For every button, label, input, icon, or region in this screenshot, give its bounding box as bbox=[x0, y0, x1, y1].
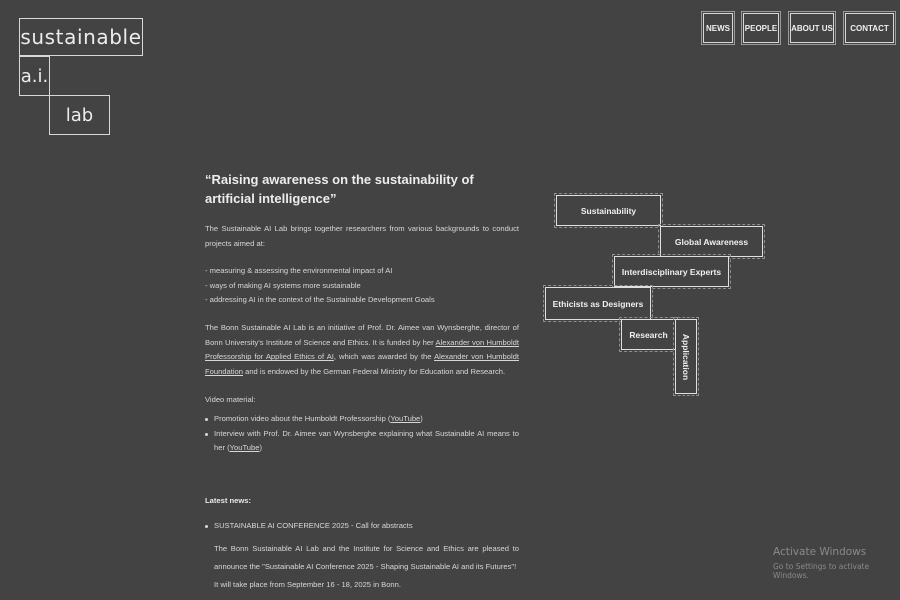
news-list bbox=[205, 519, 519, 534]
about-text: , which was awarded by the bbox=[333, 352, 435, 362]
activate-windows-watermark bbox=[773, 546, 900, 580]
watermark-subtitle: Go to Settings to activate Windows. bbox=[773, 562, 870, 580]
diagram-box-research: Research bbox=[621, 319, 676, 350]
diagram-box-ethicists: Ethicists as Designers bbox=[545, 287, 651, 320]
nav-news-button[interactable]: NEWS bbox=[703, 13, 733, 43]
about-text: The Bonn Sustainable AI Lab is an initiative of Prof. Dr. Aimee van Wynsberghe, director of Bonn University's Institute of Science and Ethics. It is funded by her bbox=[205, 322, 519, 347]
list-item bbox=[205, 412, 519, 427]
video-text: Promotion video about the Humboldt Professorship ( bbox=[214, 413, 391, 423]
nav-about-button[interactable]: ABOUT US bbox=[790, 13, 834, 43]
diagram-box-global-awareness: Global Awareness bbox=[660, 226, 763, 257]
latest-news-heading: Latest news: bbox=[205, 495, 251, 505]
news-body bbox=[205, 540, 519, 594]
video-text: Interview with Prof. Dr. Aimee van Wynsberghe explaining what Sustainable AI means to her ( bbox=[214, 428, 519, 453]
about-text: and is endowed by the German Federal Ministry for Education and Research. bbox=[243, 366, 506, 376]
aim-item: - measuring & assessing the environmental impact of AI bbox=[205, 266, 393, 276]
about-paragraph bbox=[205, 321, 519, 379]
youtube-link[interactable]: YouTube bbox=[229, 443, 260, 453]
diagram-box-interdisciplinary: Interdisciplinary Experts bbox=[614, 256, 729, 287]
video-text-end: ) bbox=[259, 443, 262, 453]
list-item bbox=[205, 427, 519, 456]
list-item: SUSTAINABLE AI CONFERENCE 2025 - Call for abstracts bbox=[205, 519, 519, 534]
logo-text-1: sustainable bbox=[20, 25, 142, 49]
diagram-box-sustainability: Sustainability bbox=[556, 195, 661, 226]
logo-text-3: lab bbox=[65, 104, 94, 126]
aim-item: - ways of making AI systems more sustainable bbox=[205, 280, 361, 290]
humboldt-professorship-link[interactable]: Alexander von Humboldt Professorship for Applied Ethics of AI bbox=[205, 337, 519, 362]
logo-text-2: a.i. bbox=[20, 65, 49, 87]
logo-ai[interactable] bbox=[19, 56, 50, 96]
logo-sustainable[interactable] bbox=[19, 18, 143, 56]
logo-lab[interactable] bbox=[49, 95, 110, 135]
video-label: Video material: bbox=[205, 395, 256, 405]
humboldt-foundation-link[interactable]: Alexander von Humboldt Foundation bbox=[205, 352, 519, 376]
news-line: It will take place from September 16 - 18, 2025 in Bonn. bbox=[214, 579, 401, 589]
nav-people-button[interactable]: PEOPLE bbox=[743, 13, 779, 43]
nav-contact-button[interactable]: CONTACT bbox=[845, 13, 894, 43]
aim-item: - addressing AI in the context of the Sustainable Development Goals bbox=[205, 295, 435, 305]
intro-text: The Sustainable AI Lab brings together researchers from various backgrounds to conduct projects aimed at: bbox=[205, 224, 519, 248]
news-line: The Bonn Sustainable AI Lab and the Institute for Science and Ethics are pleased to announce the "Sustainable AI Conference 2025 - Shaping Sustainable AI and its Futures"! bbox=[214, 543, 519, 571]
diagram-box-application bbox=[675, 319, 697, 394]
application-label: Application bbox=[681, 333, 691, 380]
watermark-title: Activate Windows bbox=[773, 546, 867, 558]
tagline-quote: “Raising awareness on the sustainability of artificial intelligence” bbox=[205, 172, 474, 206]
video-text-end: ) bbox=[420, 413, 423, 423]
youtube-link[interactable]: YouTube bbox=[390, 413, 421, 423]
video-list bbox=[205, 412, 519, 456]
main-content bbox=[205, 170, 519, 594]
